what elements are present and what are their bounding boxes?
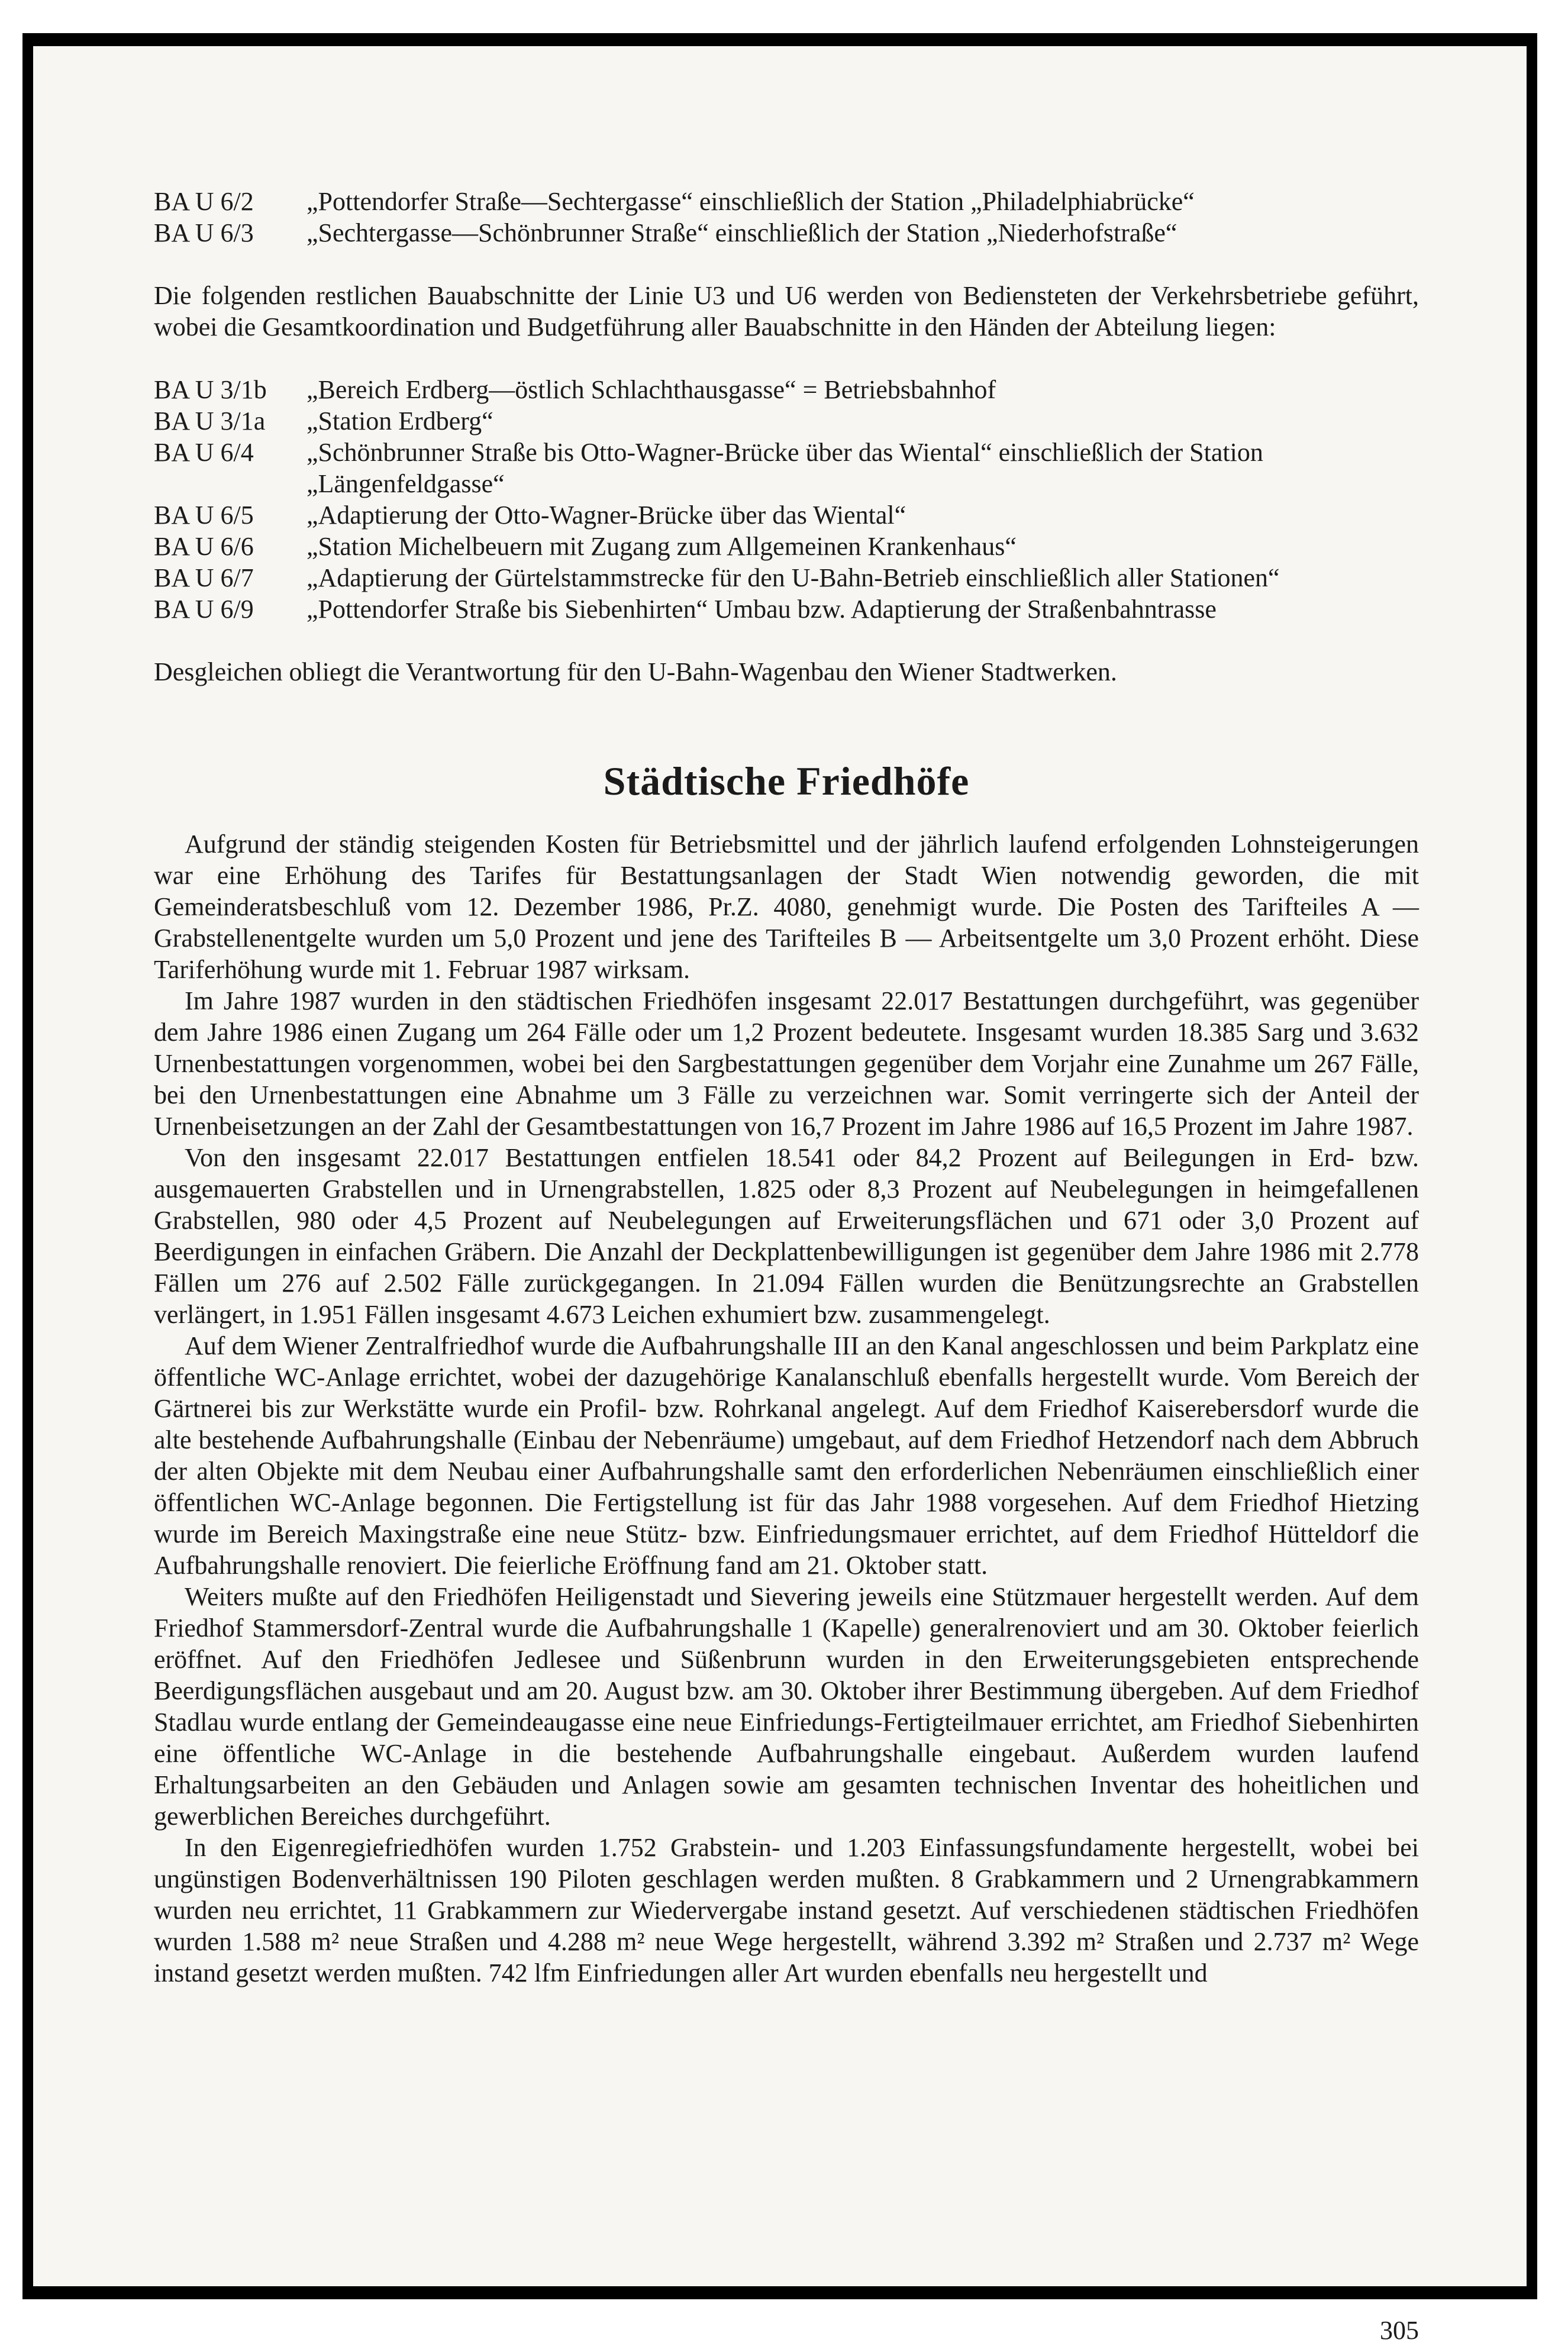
body-paragraph: Im Jahre 1987 wurden in den städtischen Friedhöfen insgesamt 22.017 Bestattungen durchgeführt, was gegenüber dem Jahre 1986 einen Zugang um 264 Fälle oder um 1,2 Prozent bedeutete. Insgesamt wurden 18.385 Sarg und 3.632 Urnenbestattungen vorgenommen, wobei bei den Sargbestattungen gegenüber dem Vorjahr eine Zunahme um 267 Fälle, bei den Urnenbestattungen eine Abnahme um 3 Fälle zu verzeichnen war. Somit verringerte sich der Anteil der Urnenbeisetzungen an der Zahl der Gesamtbestattungen von 16,7 Prozent im Jahre 1986 auf 16,5 Prozent im Jahre 1987. [154,986,1419,1141]
list-item [154,437,1419,499]
section-code: BA U 3/1b [154,375,267,404]
section-description: „Sechtergasse—Schönbrunner Straße“ einschließlich der Station „Niederhofstraße“ [306,218,1177,247]
section-description: „Station Erdberg“ [306,406,493,435]
body-paragraph: Von den insgesamt 22.017 Bestattungen entfielen 18.541 oder 84,2 Prozent auf Beilegungen in Erd- bzw. ausgemauerten Grabstellen und in Urnengrabstellen, 1.825 oder 8,3 Prozent auf Neubelegungen in heimgefallenen Grabstellen, 980 oder 4,5 Prozent auf Neubelegungen auf Erweiterungsflächen und 671 oder 3,0 Prozent auf Beerdigungen in einfachen Gräbern. Die Anzahl der Deckplattenbewilligungen ist gegenüber dem Jahre 1986 mit 2.778 Fällen um 276 auf 2.502 Fälle zurückgegangen. In 21.094 Fällen wurden die Benützungsrechte an Grabstellen verlängert, in 1.951 Fällen insgesamt 4.673 Leichen exhumiert bzw. zusammengelegt. [154,1143,1419,1329]
page-number: 305 [1380,2316,1419,2345]
section-code: BA U 6/5 [154,501,254,530]
spacer [154,625,1419,656]
section-description: „Adaptierung der Otto-Wagner-Brücke über das Wiental“ [306,501,906,530]
list-item [154,217,1419,249]
body-paragraph: Auf dem Wiener Zentralfriedhof wurde die Aufbahrungshalle III an den Kanal angeschlossen und beim Parkplatz eine öffentliche WC-Anlage errichtet, wobei der dazugehörige Kanalanschluß ebenfalls hergestellt wurde. Vom Bereich der Gärtnerei bis zur Werkstätte wurde ein Profil- bzw. Rohrkanal angelegt. Auf dem Friedhof Kaiserebersdorf wurde die alte bestehende Aufbahrungshalle (Einbau der Nebenräume) umgebaut, auf dem Friedhof Hetzendorf nach dem Abbruch der alten Objekte mit dem Neubau einer Aufbahrungshalle samt den erforderlichen Nebenräumen einschließlich einer öffentlichen WC-Anlage begonnen. Die Fertigstellung ist für das Jahr 1988 vorgesehen. Auf dem Friedhof Hietzing wurde im Bereich Maxingstraße eine neue Stütz- bzw. Einfriedungsmauer errichtet, auf dem Friedhof Hütteldorf die Aufbahrungshalle renoviert. Die feierliche Eröffnung fand am 21. Oktober statt. [154,1331,1419,1580]
list-item [154,499,1419,531]
document-content [154,186,1419,2345]
section-heading: Städtische Friedhöfe [603,759,970,803]
spacer [154,343,1419,374]
section-description: „Station Michelbeuern mit Zugang zum Allgemeinen Krankenhaus“ [306,532,1017,561]
spacer [154,249,1419,280]
section-code: BA U 6/9 [154,595,254,624]
list-item [154,593,1419,625]
section-code: BA U 6/6 [154,532,254,561]
section-code: BA U 3/1a [154,406,266,435]
body-paragraph: Aufgrund der ständig steigenden Kosten für Betriebsmittel und der jährlich laufend erfolgenden Lohnsteigerungen war eine Erhöhung des Tarifes für Bestattungsanlagen der Stadt Wien notwendig geworden, die mit Gemeinderatsbeschluß vom 12. Dezember 1986, Pr.Z. 4080, genehmigt wurde. Die Posten des Tarifteiles A — Grabstellenentgelte wurden um 5,0 Prozent und jene des Tarifteiles B — Arbeitsentgelte um 3,0 Prozent erhöht. Diese Tariferhöhung wurde mit 1. Februar 1987 wirksam. [154,830,1419,984]
section-description: „Pottendorfer Straße—Sechtergasse“ einschließlich der Station „Philadelphiabrücke“ [306,187,1195,216]
body-paragraph: Weiters mußte auf den Friedhöfen Heiligenstadt und Sievering jeweils eine Stützmauer hergestellt werden. Auf dem Friedhof Stammersdorf-Zentral wurde die Aufbahrungshalle 1 (Kapelle) generalrenoviert und am 30. Oktober feierlich eröffnet. Auf den Friedhöfen Jedlesee und Süßenbrunn wurden in den Erweiterungsgebieten entsprechende Beerdigungsflächen ausgebaut und am 20. August bzw. am 30. Oktober ihrer Bestimmung übergeben. Auf dem Friedhof Stadlau wurde entlang der Gemeindeaugasse eine neue Einfriedungs-Fertigteilmauer errichtet, am Friedhof Siebenhirten eine öffentliche WC-Anlage in die bestehende Aufbahrungshalle eingebaut. Außerdem wurden laufend Erhaltungsarbeiten an den Gebäuden und Anlagen sowie am gesamten technischen Inventar des hoheitlichen und gewerblichen Bereiches durchgeführt. [154,1582,1419,1831]
section-code: BA U 6/7 [154,563,254,592]
section-description: „Schönbrunner Straße bis Otto-Wagner-Brücke über das Wiental“ einschließlich der Station „Längenfeldgasse“ [306,438,1263,498]
body-paragraph: In den Eigenregiefriedhöfen wurden 1.752 Grabstein- und 1.203 Einfassungsfundamente hergestellt, wobei bei ungünstigen Bodenverhältnissen 190 Piloten geschlagen werden mußten. 8 Grabkammern und 2 Urnengrabkammern wurden neu errichtet, 11 Grabkammern zur Wiedervergabe instand gesetzt. Auf verschiedenen städtischen Friedhöfen wurden 1.588 m² neue Straßen und 4.288 m² neue Wege hergestellt, während 3.392 m² Straßen und 2.737 m² Wege instand gesetzt werden mußten. 742 lfm Einfriedungen aller Art wurden ebenfalls neu hergestellt und [154,1833,1419,1987]
list-item [154,562,1419,593]
section-code: BA U 6/3 [154,218,254,247]
section-description: „Adaptierung der Gürtelstammstrecke für den U-Bahn-Betrieb einschließlich aller Stationen“ [306,563,1280,592]
intro-paragraph: Die folgenden restlichen Bauabschnitte der Linie U3 und U6 werden von Bediensteten der Verkehrsbetriebe geführt, wobei die Gesamtkoordination und Budgetführung aller Bauabschnitte in den Händen der Abteilung liegen: [154,281,1419,341]
list-item [154,374,1419,405]
closing-sentence: Desgleichen obliegt die Verantwortung für den U-Bahn-Wagenbau den Wiener Stadtwerken. [154,657,1117,686]
section-code: BA U 6/4 [154,438,254,467]
section-description: „Bereich Erdberg—östlich Schlachthausgasse“ = Betriebsbahnhof [306,375,996,404]
list-item [154,531,1419,562]
list-item [154,186,1419,217]
list-item [154,405,1419,437]
section-code: BA U 6/2 [154,187,254,216]
section-description: „Pottendorfer Straße bis Siebenhirten“ Umbau bzw. Adaptierung der Straßenbahntrasse [306,595,1217,624]
